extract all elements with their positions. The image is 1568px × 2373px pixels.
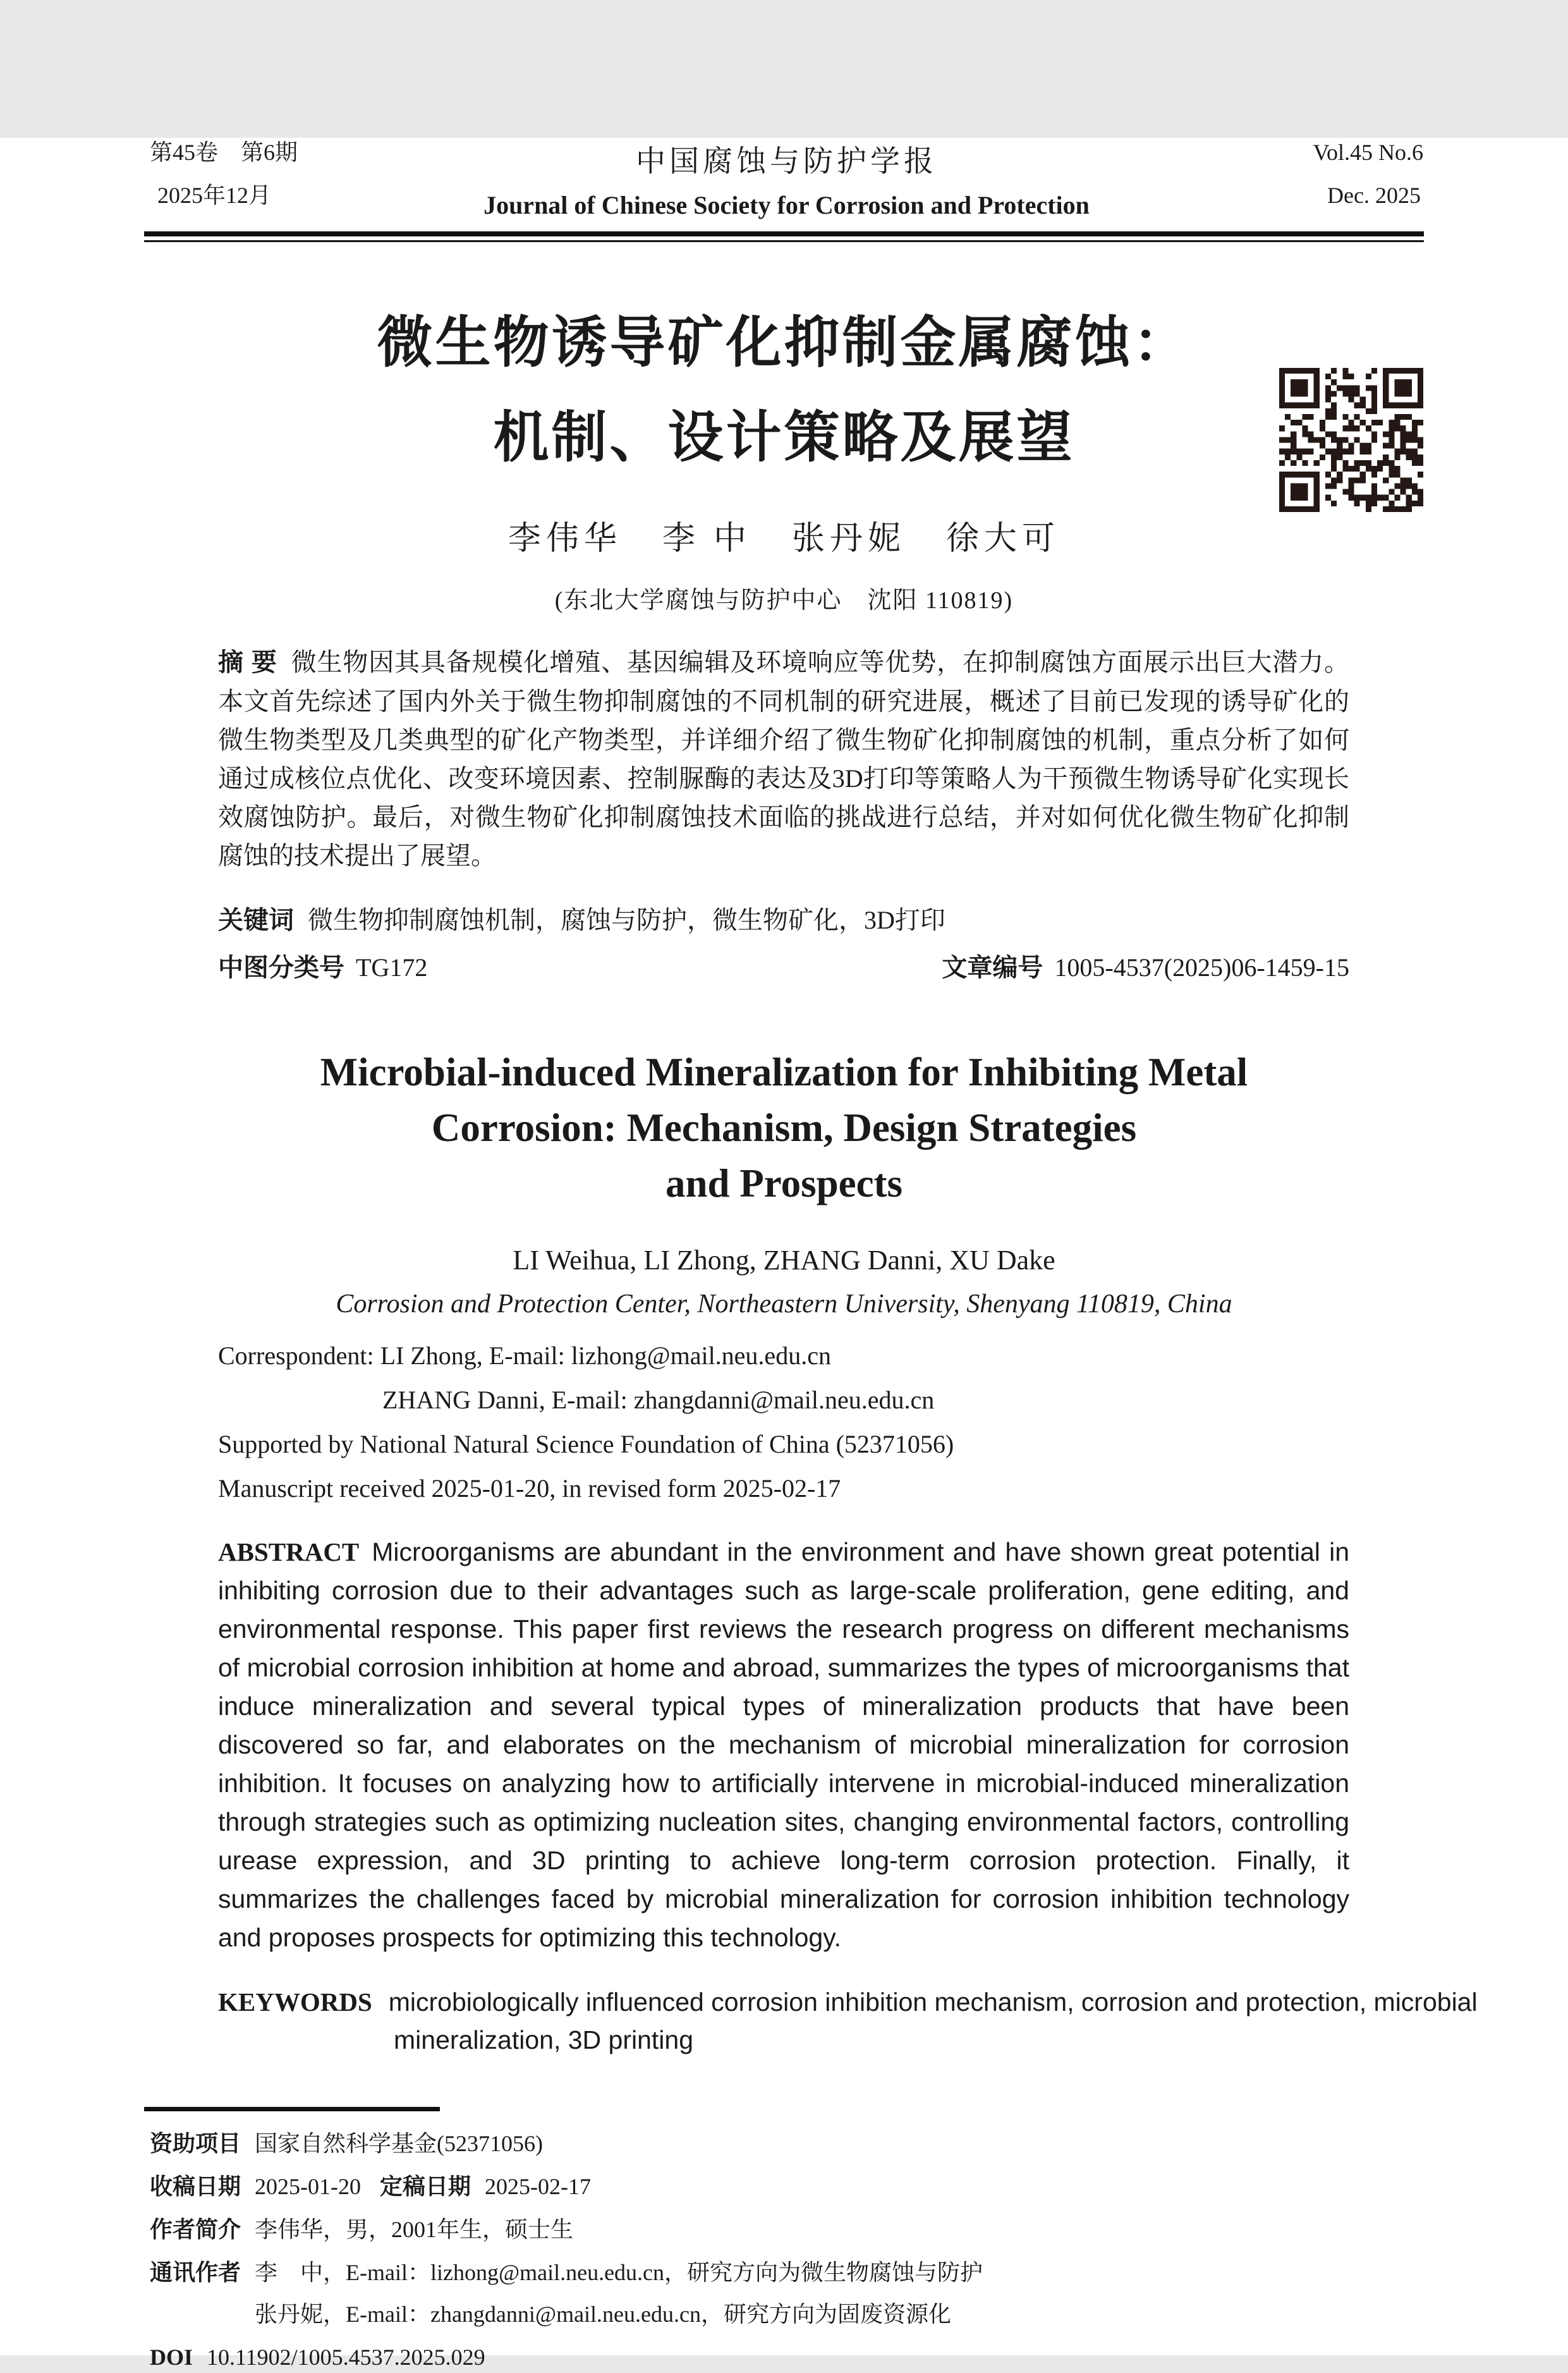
qr-code bbox=[1279, 368, 1423, 512]
footnote-corresponding-text bbox=[255, 2257, 1423, 2330]
keywords-en bbox=[218, 1983, 1525, 2059]
abstract-en bbox=[218, 1533, 1349, 1957]
authors-en: LI Weihua, LI Zhong, ZHANG Danni, XU Dake bbox=[513, 1245, 1055, 1276]
journal-name-en: Journal of Chinese Society for Corrosion and Protection bbox=[483, 191, 1090, 219]
keywords-en-label: KEYWORDS bbox=[218, 1987, 372, 2016]
article-title-en bbox=[150, 1044, 1418, 1211]
header-left bbox=[150, 138, 483, 210]
keywords-en-text: microbiologically influenced corrosion inhibition mechanism, corrosion and protection, microbial mineralization, 3D printing bbox=[388, 1987, 1478, 2054]
corresponding-author-2: 张丹妮，E-mail：zhangdanni@mail.neu.edu.cn，研究方向为固废资源化 bbox=[255, 2302, 951, 2327]
author-name: 李 中 bbox=[662, 521, 751, 557]
date-en: Dec. 2025 bbox=[1327, 183, 1421, 208]
affiliation-en: Corrosion and Protection Center, Northeastern University, Shenyang 110819, China bbox=[336, 1290, 1232, 1319]
date-cn: 2025年12月 bbox=[157, 183, 272, 208]
footnote-received-label: 收稿日期 bbox=[150, 2173, 241, 2199]
footnote-corresponding-author bbox=[150, 2257, 1423, 2330]
article-title-cn bbox=[150, 295, 1418, 485]
abstract-en-text: Microorganisms are abundant in the environment and have shown great potential in inhibiting corrosion due to their advantages such as large-scale proliferation, gene editing, and environmental response. This paper first reviews the research progress on different mechanisms of microbial corrosion inhibition at home and abroad, summarizes the types of microorganisms that induce mineralization and several typical types of mineralization products that have been discovered so far, and elaborates on the mechanism of microbial mineralization for corrosion inhibition. It focuses on analyzing how to artificially intervene in microbial-induced mineralization through strategies such as optimizing nucleation sites, changing environmental factors, controlling urease expression, and 3D printing to achieve long-term corrosion protection. Finally, it summarizes the challenges faced by microbial mineralization for corrosion inhibition technology and proposes prospects for optimizing this technology. bbox=[218, 1537, 1349, 1952]
corresponding-author-1: 李 中，E-mail：lizhong@mail.neu.edu.cn，研究方向为微生物腐蚀与防护 bbox=[255, 2260, 983, 2285]
abstract-cn-label: 摘 要 bbox=[218, 649, 277, 676]
article-title-en-line2: Corrosion: Mechanism, Design Strategies bbox=[431, 1106, 1137, 1150]
header-center bbox=[483, 138, 1090, 220]
journal-first-page bbox=[0, 138, 1568, 2370]
rule-thick bbox=[144, 231, 1424, 236]
footnotes bbox=[150, 2128, 1423, 2373]
abstract-en-label: ABSTRACT bbox=[218, 1537, 360, 1566]
article-id-label: 文章编号 bbox=[942, 954, 1043, 982]
abstract-cn bbox=[218, 643, 1349, 875]
author-name: 徐大可 bbox=[946, 521, 1061, 557]
footnote-separator-rule bbox=[144, 2107, 440, 2111]
keywords-cn-text: 微生物抑制腐蚀机制，腐蚀与防护，微生物矿化，3D打印 bbox=[308, 906, 945, 934]
doi-value: 10.11902/1005.4537.2025.029 bbox=[207, 2345, 485, 2370]
author-name: 张丹妮 bbox=[792, 521, 906, 557]
clc-number bbox=[218, 948, 427, 984]
funding-line-en: Supported by National Natural Science Foundation of China (52371056) bbox=[218, 1430, 954, 1458]
footnote-author-bio-label: 作者简介 bbox=[150, 2216, 241, 2242]
clc-value: TG172 bbox=[356, 953, 428, 982]
keywords-cn-label: 关键词 bbox=[218, 906, 294, 934]
article-title-en-line3: and Prospects bbox=[665, 1161, 903, 1205]
volume-issue-en: Vol.45 No.6 bbox=[1313, 140, 1423, 165]
authors-cn bbox=[0, 511, 1568, 559]
doi-label: DOI bbox=[150, 2345, 193, 2370]
article-title-cn-line1: 微生物诱导矿化抑制金属腐蚀： bbox=[377, 311, 1191, 374]
footnote-revised-label: 定稿日期 bbox=[380, 2173, 471, 2199]
article-id bbox=[942, 948, 1349, 984]
correspondent-line-2: ZHANG Danni, E-mail: zhangdanni@mail.neu.edu.cn bbox=[382, 1386, 935, 1414]
article-id-value: 1005-4537(2025)06-1459-15 bbox=[1054, 953, 1349, 982]
header-double-rule bbox=[144, 231, 1424, 242]
affiliation-cn: (东北大学腐蚀与防护中心 沈阳 110819) bbox=[554, 587, 1014, 614]
rule-thin bbox=[144, 240, 1424, 242]
footnote-author-bio bbox=[150, 2214, 1423, 2245]
keywords-cn bbox=[218, 900, 1349, 936]
volume-issue-cn: 第45卷 第6期 bbox=[150, 140, 298, 165]
header-right bbox=[1090, 138, 1423, 210]
footnote-author-bio-text: 李伟华，男，2001年生，硕士生 bbox=[255, 2217, 574, 2242]
revised-date: 2025-02-17 bbox=[485, 2174, 591, 2199]
footnote-dates-text bbox=[255, 2171, 1423, 2202]
footnote-dates bbox=[150, 2171, 1423, 2202]
footnote-funding-label: 资助项目 bbox=[150, 2130, 241, 2156]
article-title-en-line1: Microbial-induced Mineralization for Inhibiting Metal bbox=[320, 1050, 1248, 1094]
footnote-funding-text: 国家自然科学基金(52371056) bbox=[255, 2131, 543, 2156]
article-title-cn-line2: 机制、设计策略及展望 bbox=[493, 406, 1075, 468]
author-name: 李伟华 bbox=[507, 521, 622, 557]
manuscript-dates-line: Manuscript received 2025-01-20, in revised form 2025-02-17 bbox=[218, 1474, 841, 1503]
journal-name-cn: 中国腐蚀与防护学报 bbox=[635, 145, 937, 178]
classification-row bbox=[218, 948, 1349, 984]
received-date: 2025-01-20 bbox=[255, 2174, 361, 2199]
footnote-corresponding-label: 通讯作者 bbox=[150, 2259, 241, 2285]
footnote-funding bbox=[150, 2128, 1423, 2159]
correspondent-line: Correspondent: LI Zhong, E-mail: lizhong@mail.neu.edu.cn bbox=[218, 1341, 831, 1370]
clc-label: 中图分类号 bbox=[218, 954, 344, 982]
journal-header bbox=[150, 138, 1423, 220]
abstract-cn-text: 微生物因其具备规模化增殖、基因编辑及环境响应等优势，在抑制腐蚀方面展示出巨大潜力。本文首先综述了国内外关于微生物抑制腐蚀的不同机制的研究进展，概述了目前已发现的诱导矿化的微生物类型及几类典型的矿化产物类型，并详细介绍了微生物矿化抑制腐蚀的机制，重点分析了如何通过成核位点优化、改变环境因素、控制脲酶的表达及3D打印等策略人为干预微生物诱导矿化实现长效腐蚀防护。最后，对微生物矿化抑制腐蚀技术面临的挑战进行总结，并对如何优化微生物矿化抑制腐蚀的技术提出了展望。 bbox=[218, 648, 1349, 870]
footnote-doi bbox=[150, 2341, 1423, 2373]
